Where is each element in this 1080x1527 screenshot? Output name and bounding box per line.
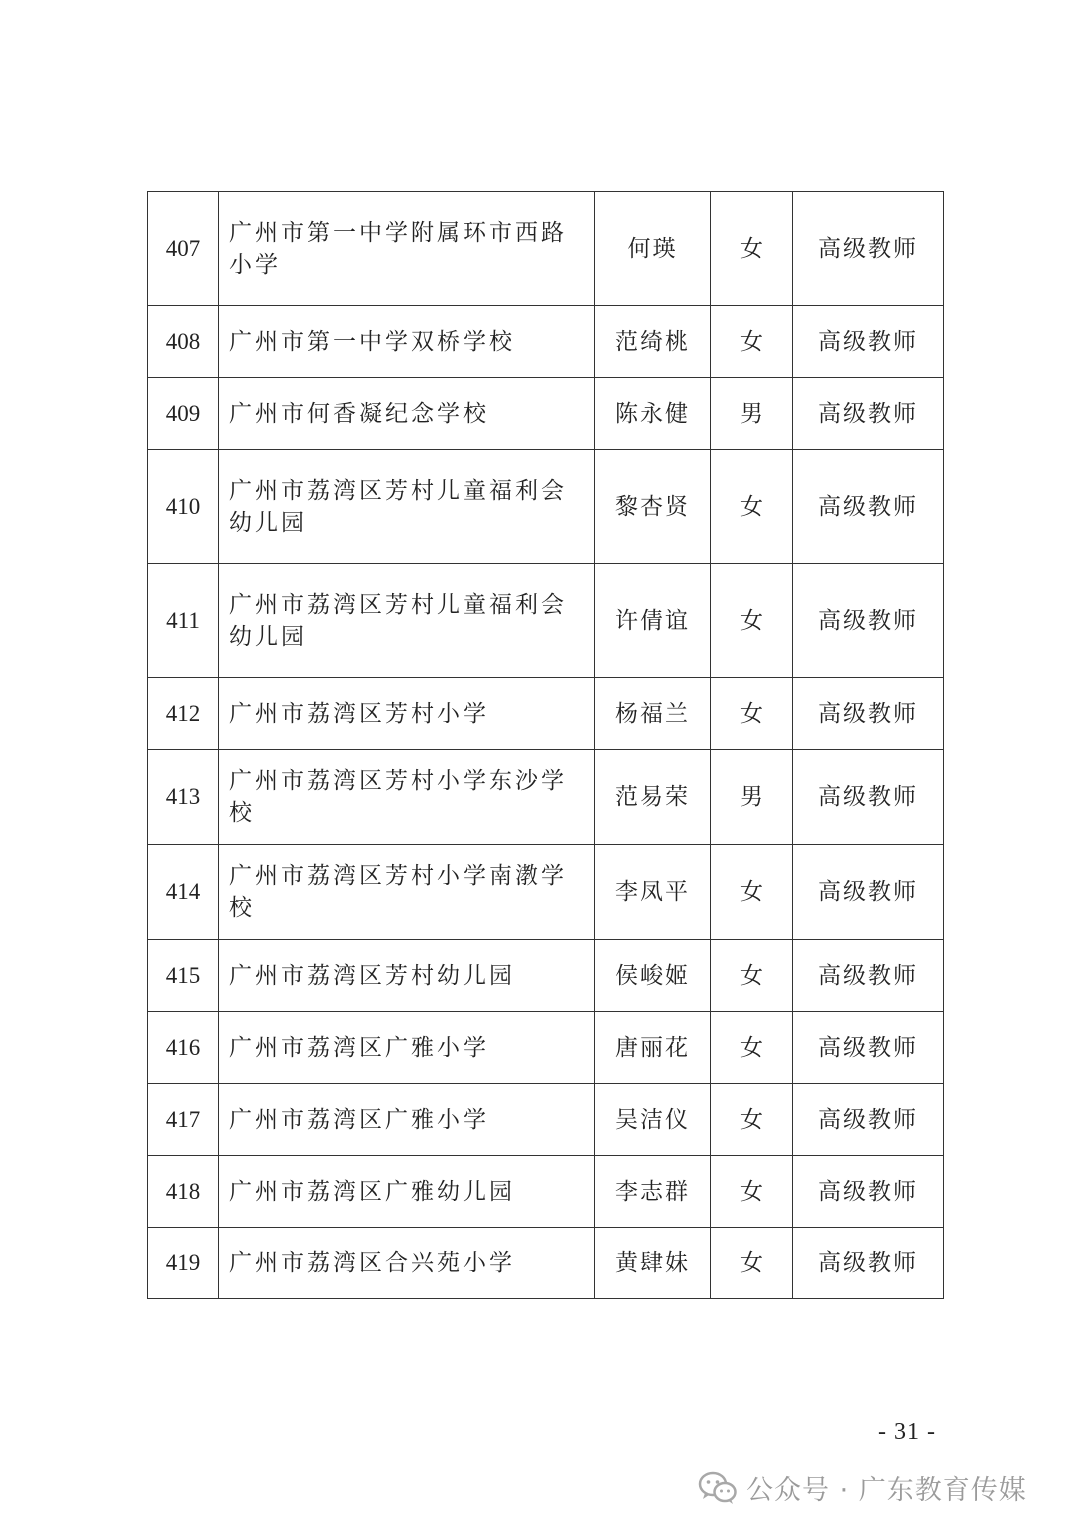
row-number: 408 (148, 306, 219, 378)
row-number: 414 (148, 845, 219, 940)
row-number: 417 (148, 1084, 219, 1156)
school-name: 广州市荔湾区芳村儿童福利会幼儿园 (219, 450, 595, 564)
school-name: 广州市第一中学附属环市西路小学 (219, 192, 595, 306)
gender: 女 (711, 564, 793, 678)
gender: 男 (711, 378, 793, 450)
gender: 女 (711, 1012, 793, 1084)
teacher-name: 陈永健 (595, 378, 711, 450)
teacher-name: 杨福兰 (595, 678, 711, 750)
gender: 女 (711, 1084, 793, 1156)
row-number: 407 (148, 192, 219, 306)
gender: 女 (711, 192, 793, 306)
table-row (148, 450, 944, 564)
professional-title: 高级教师 (793, 306, 944, 378)
professional-title: 高级教师 (793, 450, 944, 564)
school-name: 广州市第一中学双桥学校 (219, 306, 595, 378)
school-name: 广州市荔湾区广雅小学 (219, 1012, 595, 1084)
page-number: - 31 - (878, 1419, 936, 1445)
gender: 男 (711, 750, 793, 845)
table-row (148, 678, 944, 750)
teacher-list-table (147, 191, 944, 1299)
row-number: 418 (148, 1156, 219, 1228)
professional-title: 高级教师 (793, 192, 944, 306)
watermark-text: 公众号 · 广东教育传媒 (746, 1475, 1027, 1506)
gender: 女 (711, 450, 793, 564)
teacher-name: 范绮桃 (595, 306, 711, 378)
school-name: 广州市荔湾区芳村小学东沙学校 (219, 750, 595, 845)
professional-title: 高级教师 (793, 564, 944, 678)
school-name: 广州市荔湾区芳村小学南漖学校 (219, 845, 595, 940)
school-name: 广州市荔湾区芳村儿童福利会幼儿园 (219, 564, 595, 678)
school-name: 广州市荔湾区合兴苑小学 (219, 1228, 595, 1299)
row-number: 412 (148, 678, 219, 750)
table-row (148, 1012, 944, 1084)
school-name: 广州市荔湾区芳村幼儿园 (219, 940, 595, 1012)
watermark (698, 1468, 1027, 1507)
professional-title: 高级教师 (793, 378, 944, 450)
school-name: 广州市何香凝纪念学校 (219, 378, 595, 450)
table-row (148, 192, 944, 306)
row-number: 416 (148, 1012, 219, 1084)
wechat-icon (698, 1471, 738, 1505)
teacher-name: 黄肆妹 (595, 1228, 711, 1299)
teacher-name: 侯峻姬 (595, 940, 711, 1012)
school-name: 广州市荔湾区芳村小学 (219, 678, 595, 750)
teacher-name: 李志群 (595, 1156, 711, 1228)
teacher-name: 范易荣 (595, 750, 711, 845)
row-number: 410 (148, 450, 219, 564)
teacher-name: 黎杏贤 (595, 450, 711, 564)
gender: 女 (711, 940, 793, 1012)
table-row (148, 845, 944, 940)
table-row (148, 750, 944, 845)
gender: 女 (711, 1228, 793, 1299)
school-name: 广州市荔湾区广雅幼儿园 (219, 1156, 595, 1228)
table-row (148, 940, 944, 1012)
table-row (148, 564, 944, 678)
school-name: 广州市荔湾区广雅小学 (219, 1084, 595, 1156)
table-row (148, 306, 944, 378)
professional-title: 高级教师 (793, 1012, 944, 1084)
gender: 女 (711, 1156, 793, 1228)
professional-title: 高级教师 (793, 1228, 944, 1299)
teacher-name: 李凤平 (595, 845, 711, 940)
teacher-name: 许倩谊 (595, 564, 711, 678)
professional-title: 高级教师 (793, 1084, 944, 1156)
table-row (148, 378, 944, 450)
gender: 女 (711, 678, 793, 750)
professional-title: 高级教师 (793, 940, 944, 1012)
row-number: 409 (148, 378, 219, 450)
table-body (148, 192, 944, 1299)
professional-title: 高级教师 (793, 1156, 944, 1228)
gender: 女 (711, 845, 793, 940)
gender: 女 (711, 306, 793, 378)
row-number: 415 (148, 940, 219, 1012)
professional-title: 高级教师 (793, 750, 944, 845)
row-number: 419 (148, 1228, 219, 1299)
professional-title: 高级教师 (793, 678, 944, 750)
row-number: 413 (148, 750, 219, 845)
teacher-name: 吴洁仪 (595, 1084, 711, 1156)
teacher-name: 何瑛 (595, 192, 711, 306)
table-row (148, 1156, 944, 1228)
row-number: 411 (148, 564, 219, 678)
professional-title: 高级教师 (793, 845, 944, 940)
teacher-name: 唐丽花 (595, 1012, 711, 1084)
table-row (148, 1084, 944, 1156)
table-row (148, 1228, 944, 1299)
